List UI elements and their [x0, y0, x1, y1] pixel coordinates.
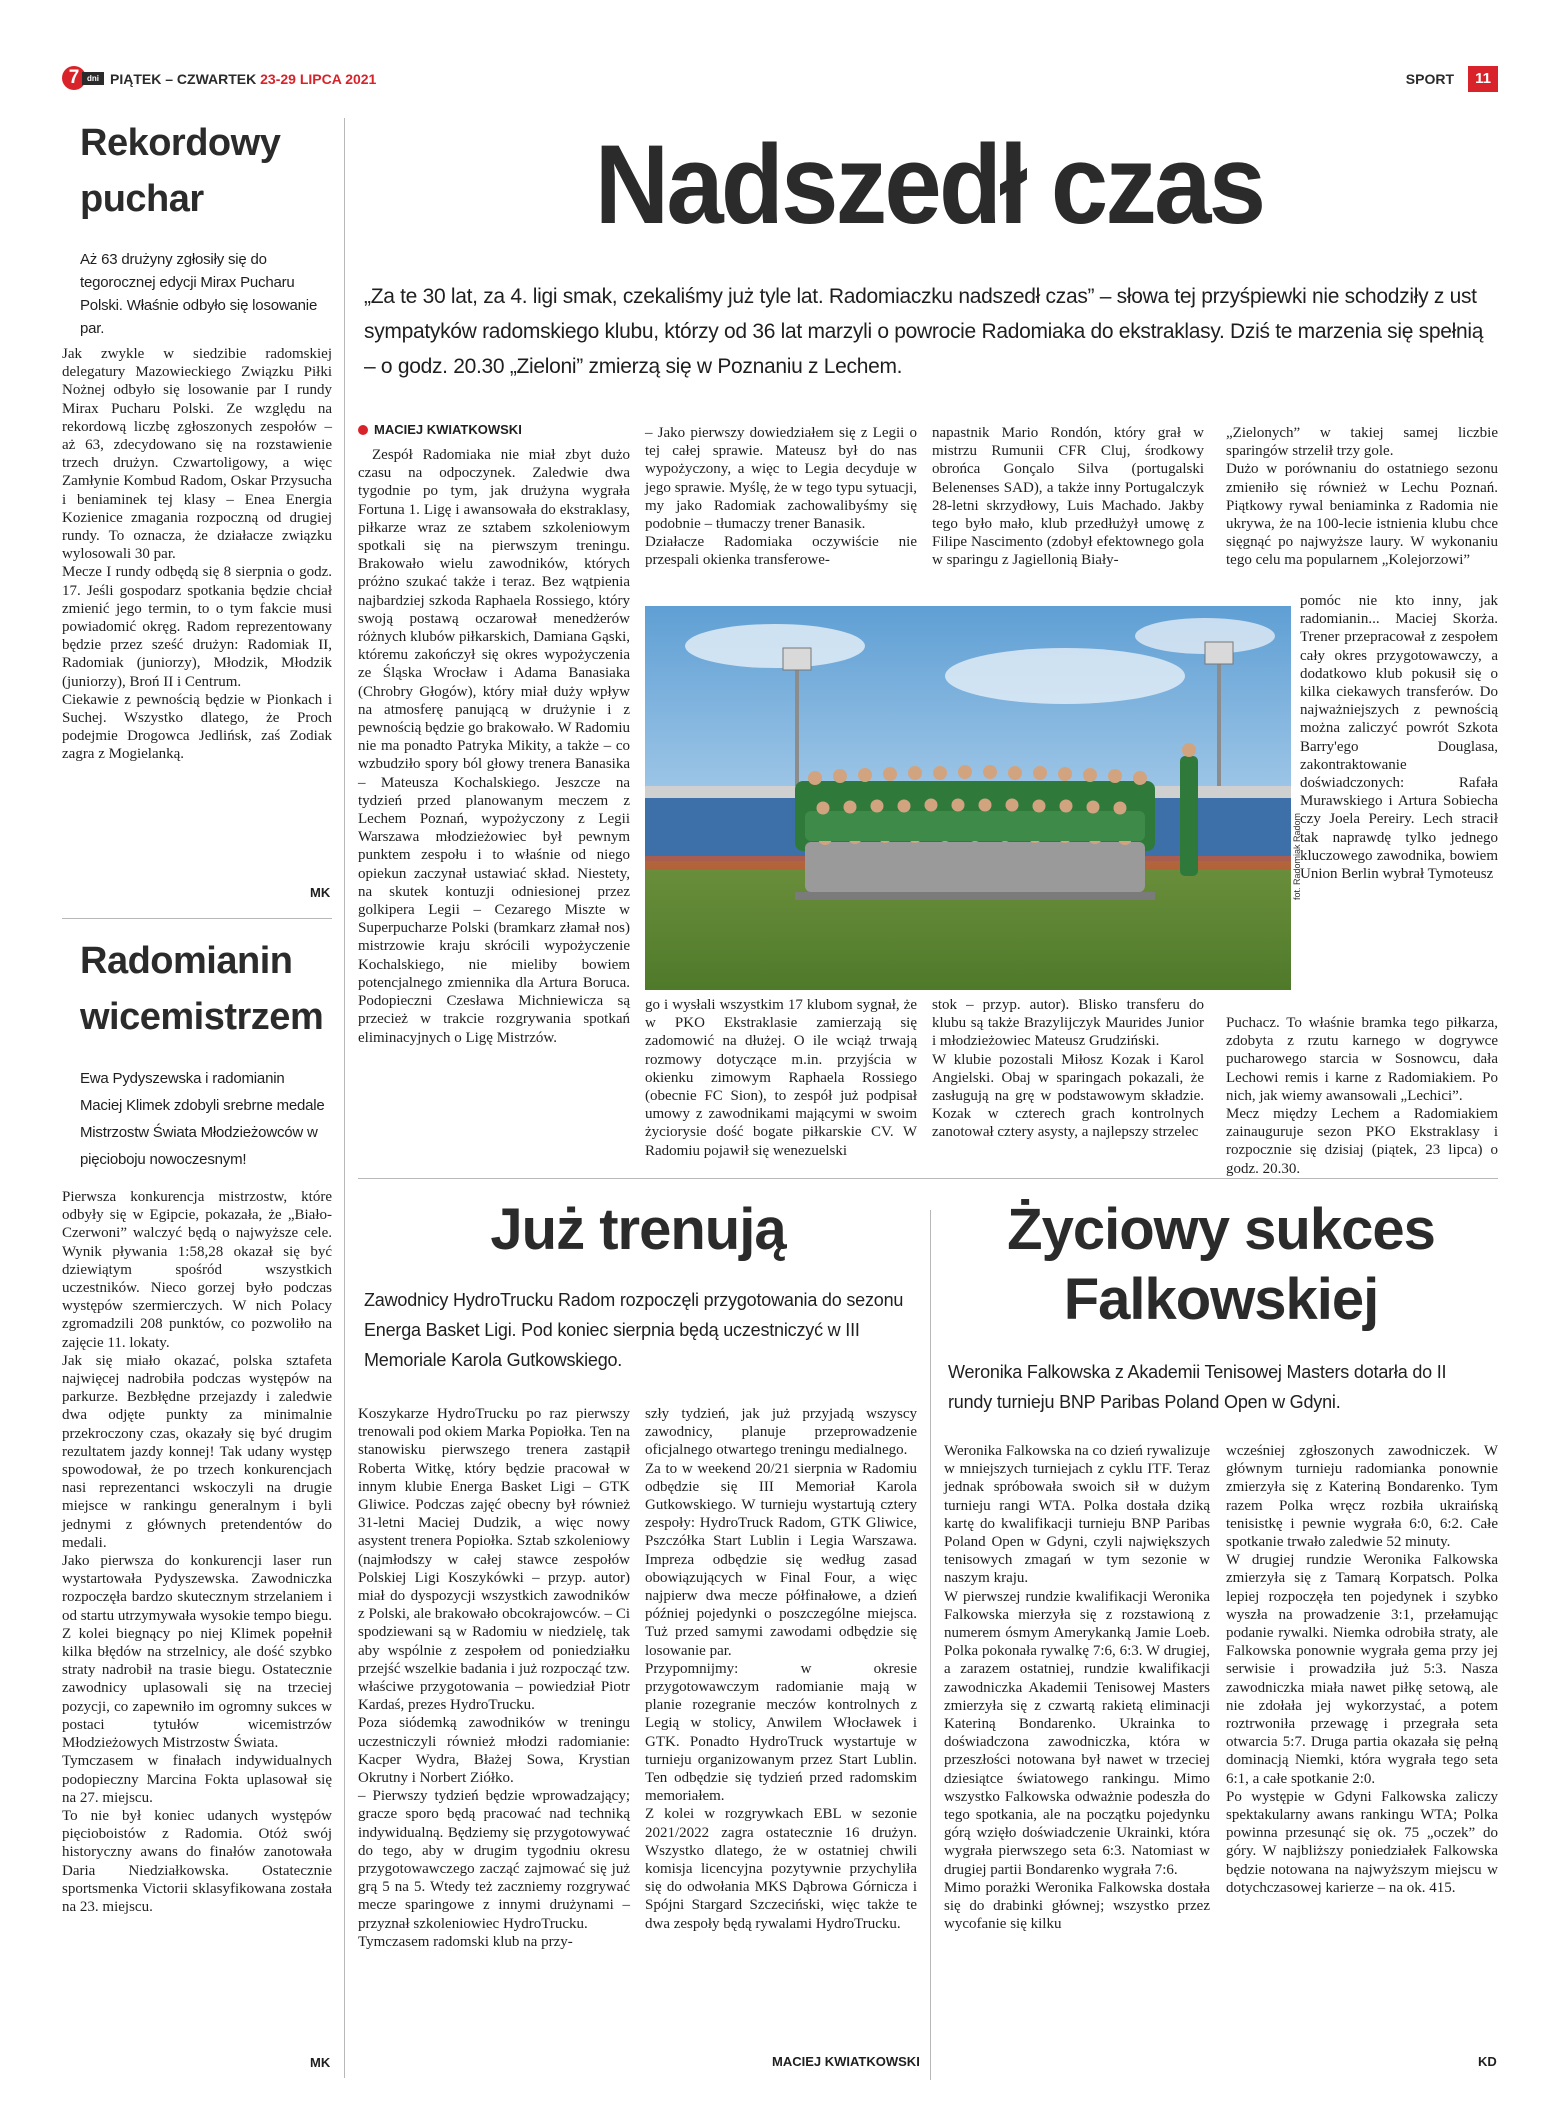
main-col3-bottom: [932, 996, 1204, 1168]
sidebar2-signature: MK: [310, 2055, 331, 2070]
article3-lead: Weronika Falkowska z Akademii Tenisowej Masters dotarła do II rundy turnieju BNP Paribas Poland Open w Gdyni.: [948, 1362, 1447, 1412]
article3-col2-text: wcześniej zgłoszonych zawodniczek. W głównym turnieju radomianka ponownie zmierzyła się z Kateriną Bondarenko. Tym razem Polka wręcz rozbiła ukraińską tenisistkę i pewnie wygrała 6:0, 6:2. Całe spotkanie trwało zaledwie 52 minuty. W drugiej rundzie Weronika Falkowska zmierzyła się z Tamarą Korpatsch. Polka lepiej rozpoczęła ten pojedynek i szybko wyszła na prowadzenie 3:1, przełamując podanie rywalki. Niemka odrobiła straty, ale Falkowska ponownie wygrała gema przy jej serwisie i prowadziła już 5:3. Nasza zawodniczka miała nawet piłkę setową, ale nie zdołała jej wykorzystać, a potem roztrwoniła przewagę i przegrała seta otwarcia 5:7. Druga partia okazała się pełną dominacją Niemki, która wygrała tego seta 6:1, a całe spotkanie 2:0. Po występie w Gdyni Falkowska zaliczy spektakularny awans rankingu WTA; Polka powinna przesunąć się ok. 75 „oczek” do góry. W najbliższy poniedziałek Falkowska będzie notowana na najwyższym miejscu w dotychczasowej karierze – na ok. 415.: [1226, 1443, 1498, 1896]
main-col3-top: [932, 424, 1204, 596]
issue-date-range: 23-29 LIPCA 2021: [260, 71, 377, 87]
article3-headline: [944, 1195, 1498, 1335]
article2-article3-divider: [930, 1210, 931, 2080]
article2-col2: [645, 1405, 917, 2031]
sidebar2-body: [62, 1188, 332, 2046]
main-col2-bottom-text: go i wysłali wszystkim 17 klubom sygnał, że w PKO Ekstraklasie zamierzają się zadomowić na dłużej. O ile wciąż trwają rozmowy dotyczące m.in. przyjścia w okienku zimowym Raphaela Rossiego (obecnie FC Sion), to zespół już podpisał umowy z zawodnikami mającymi w swoim życiorysie dość bogate piłkarskie CV. W Radomiu pojawił się wenezuelski: [645, 997, 917, 1159]
sidebar2-body-text: Pierwsza konkurencja mistrzostw, które odbyły się w Egipcie, pokazała, że „Biało-Czerwoni” walczyć będą o najwyższe cele. Wynik pływania 1:58,28 okazał się być dziewiątym spośród wszystkich uczestników. Nieco gorzej było podczas występów szermierczych. W nich Polacy zgromadzili 208 punktów, co pozwoliło na zajęcie 11. lokaty. Jak się miało okazać, polska sztafeta najwięcej nadrobiła podczas występów na parkurze. Bezbłędne przejazdy i zaledwie dwa odjęte punkty za minimalnie przekroczony czas, okazały się być drugim rezultatem jazdy konnej! Tak udany występ spowodował, że po trzech konkurencjach nasi reprezentanci wskoczyli na drugie miejsce w rankingu generalnym i byli jednymi z głównych pretendentów do medali. Jako pierwsza do konkurencji laser run wystartowała Pydyszewska. Zawodniczka rozpoczęła bardzo skutecznym strzelaniem i od startu utrzymywała wysokie tempo biegu. Z kolei biegnący po niej Klimek popełnił kilka błędów na strzelnicy, ale dość szybko straty nadrobił na trasie biegu. Ostatecznie zawodnicy uplasowali się na trzeciej pozycji, co zapewniło im ogromny sukces w postaci tytułów wicemistrzów Młodzieżowych Mistrzostw Świata. Tymczasem w finałach indywidualnych podopieczny Marcina Fokta uplasował się na 27. miejscu. To nie był koniec udanych występów pięcioboistów z Radomia. Otóż swój historyczny awans do finałów zanotowała Daria Niedziałkowska. Ostatecznie sportsmenka Victorii sklasyfikowana została na 23. miejscu.: [62, 1189, 332, 1915]
sidebar2-lead: Ewa Pydyszewska i radomianin Maciej Klimek zdobyli srebrne medale Mistrzostw Świata Młodzieżowców w pięcioboju nowoczesnym!: [80, 1070, 325, 1168]
sidebar1-title: Rekordowy puchar: [80, 122, 281, 220]
article2-signature: MACIEJ KWIATKOWSKI: [772, 2054, 920, 2069]
team-photo-image: [645, 606, 1291, 990]
main-col1: [358, 446, 630, 1168]
sidebar2-title: Radomianin wicemistrzem: [80, 940, 324, 1038]
main-author: [358, 422, 522, 438]
article2-col1: [358, 1405, 630, 2057]
main-col3-top-text: napastnik Mario Rondón, który grał w mistrzu Rumunii CFR Cluj, środkowy obrońca Gonçalo Silva (portugalski Belenenses SAD), a także inny Portugalczyk 28-letni skrzydłowy, Luis Machado. Jakby tego było mało, klub przedłużył umowę z Filipe Nascimento (zdobył efektownego gola w sparingu z Jagiellonią Biały-: [932, 425, 1204, 569]
main-col3-bottom-text: stok – przyp. autor). Blisko transferu do klubu są także Brazylijczyk Maurides Junior i młodzieżowiec Mateusz Grudziński. W klubie pozostali Miłosz Kozak i Karol Angielski. Obaj w sparingach pokazali, że zasługują na grę w podstawowym składzie. Kozak w czterech grach kontrolnych zanotował cztery asysty, a najlepszy strzelec: [932, 997, 1204, 1141]
main-col4-wrap: [1300, 592, 1498, 1014]
article2-lead: Zawodnicy HydroTrucku Radom rozpoczęli przygotowania do sezonu Energa Basket Ligi. Pod koniec sierpnia będą uczestniczyć w III Memoriale Karola Gutkowskiego.: [364, 1290, 904, 1370]
main-col4-top-text: „Zielonych” w takiej samej liczbie sparingów strzelił trzy gole. Dużo w porównaniu do ostatniego sezonu zmieniło się również w Lechu Poznań. Piątkowy rywal beniaminka z Radomia nie ukrywa, że na 100-lecie istnienia klubu chce sięgnąć po najwyższe laury. W wykonaniu tego celu ma popularnem „Kolejorzowi”: [1226, 425, 1498, 569]
sidebar-divider: [344, 118, 345, 2078]
article2-col1-text: Koszykarze HydroTrucku po raz pierwszy trenowali pod okiem Marka Popiołka. Ten na stanowisku pierwszego trenera zastąpił Roberta Witkę, który będzie pracował w innym klubie Energa Basket Ligi – GTK Gliwice. Podczas zajęć obecny był również 31-letni Maciej Dudzik, a więc nowy asystent trenera Popiołka. Sztab szkoleniowy (najmłodszy w całej stawce zespołów Polskiej Ligi Koszykówki – przyp. autor) miał do dyspozycji wszystkich zawodników z Polski, ale brakowało obcokrajowców. – Ci spodziewani są w Radomiu w niedzielę, tak aby wspólnie z zespołem od poniedziałku przejść wszelkie badania i już rozpocząć tzw. właściwe przygotowania – powiedział Piotr Kardaś, prezes HydroTrucku. Poza siódemką zawodników w treningu uczestniczyli również młodzi radomianie: Kacper Wydra, Błażej Sowa, Krystian Okrutny i Norbert Ziółko. – Pierwszy tydzień będzie wprowadzający; gracze sporo będą pracować nad techniką indywidualną. Będziemy się przygotowywać do tego, aby w drugim tygodniu okresu przygotowawczego zacząć zajmować się już grą 5 na 5. Wtedy też zaczniemy rozgrywać mecze sparingowe z innymi drużynami – przyznał szkoleniowiec HydroTrucku. Tymczasem radomski klub na przy-: [358, 1406, 630, 1950]
issue-date-days: PIĄTEK – CZWARTEK: [110, 71, 257, 87]
article3-headline-line2: Falkowskiej: [1063, 1267, 1379, 1332]
logo-number: 7: [62, 66, 86, 90]
main-col4-bottom: [1226, 1014, 1498, 1177]
main-col4-bottom-text: Puchacz. To właśnie bramka tego piłkarza, zdobyta z rzutu karnego w dogrywce pucharowego starcia w Sosnowcu, dała Lechowi remis i karne z Radomiakiem. Po nich, jak wiemy awansowali „Lechici”. Mecz między Lechem a Radomiakiem zainauguruje sezon PKO Ekstraklasy i rozpocznie się dzisiaj (piątek, 23 lipca) o godz. 20.30.: [1226, 1015, 1498, 1177]
main-col2-top: [645, 424, 917, 596]
main-col4-top: [1226, 424, 1498, 614]
main-col2-top-text: – Jako pierwszy dowiedziałem się z Legii o tej całej sprawie. Mateusz był do nas wypożyczony, a więc to Legia decyduje w jego sprawie. Myślę, że w tego typu sytuacji, my jako Radomiak zachowalibyśmy się podobnie – tłumaczy trener Banasik. Działacze Radomiaka oczywiście nie przespali okienka transferowe-: [645, 425, 917, 569]
article2-headline: Już trenują: [490, 1197, 786, 1262]
main-col1-text: Zespół Radomiaka nie miał zbyt dużo czasu na odpoczynek. Zaledwie dwa tygodnie po tym, jak drużyna wygrała Fortuna 1. Ligę i awansowała do ekstraklasy, piłkarze wraz ze sztabem szkoleniowym spotkali się na pierwszym treningu. Brakowało wielu zawodników, których próżno szukać także i teraz. Bez wątpienia najbardziej szkoda Raphaela Rossiego, który swoją postawą oczarował menedżerów różnych klubów piłkarskich, Damiana Gąski, któremu zakończył się okres wypożyczenia ze Śląska Wrocław i Adama Banasiaka (Chrobry Głogów), który miał duży wpływ na atmosferę panującą w drużynie i z pewnością będzie go brakowało. W Radomiu nie ma ponadto Patryka Mikity, a także – co wzbudziło spory ból głowy trenera Banasika – Mateusza Kochalskiego. Jeszcze na tydzień przed planowanym meczem z Lechem Poznań, wypożyczony z Legii Warszawa młodzieżowiec był pewnym punktem zespołu i to właśnie od niego opiekun zaczynał ustawiać skład. Niestety, na skutek kontuzji odniesionej przez golkipera Legii – Cezarego Miszte w Superpucharze Polski (bramkarz złamał nos) mistrzowie kraju skrócili wypożyczenie Kochalskiego, nie mieliby bowiem potencjalnego zmiennika dla Artura Boruca. Podopieczni Czesława Michniewicza są przecież w trakcie rozgrywania spotkań eliminacyjnych o Ligę Mistrzów.: [358, 447, 630, 1046]
newspaper-logo[interactable]: [62, 66, 110, 90]
main-col2-bottom: [645, 996, 917, 1168]
article3-col1: [944, 1442, 1210, 2058]
team-photo: [645, 606, 1291, 990]
sidebar1-lead: Aż 63 drużyny zgłosiły się do tegorocznej edycji Mirax Pucharu Polski. Właśnie odbyło się losowanie par.: [80, 251, 318, 337]
sidebar1-body: [62, 345, 332, 873]
photo-credit: fot. Radomiak Radom: [1292, 812, 1302, 900]
article3-col2: [1226, 1442, 1498, 2040]
page-number: 11: [1468, 66, 1498, 92]
main-headline: Nadszedł czas: [594, 122, 1264, 247]
main-lead: „Za te 30 lat, za 4. ligi smak, czekaliśmy już tyle lat. Radomiaczku nadszedł czas” – słowa tej przyśpiewki nie schodziły z ust sympatyków radomskiego klubu, którzy od 36 lat marzyli o powrocie Radomiaka do ekstraklasy. Dziś te marzenia się spełnią – o godz. 20.30 „Zieloni” zmierzą się w Poznaniu z Lechem.: [364, 285, 1484, 378]
main-col4-wrap-text: pomóc nie kto inny, jak radomianin... Maciej Skorża. Trener przepracował z zespołem cały okres przygotowawczy, a dodatkowo klub pokusił się o kilka ciekawych transferów. Do najważniejszych z pewnością można zaliczyć powrót Szkota Barry'ego Douglasa, zakontraktowanie doświadczonych: Rafała Murawskiego i Artura Sobiecha czy Joela Pereiry. Lech stracił tak naprawdę tylko jednego kluczowego zawodnika, bowiem Union Berlin wybrał Tymoteusz: [1300, 593, 1498, 883]
article3-headline-line1: Życiowy sukces: [1007, 1197, 1435, 1262]
issue-date: [110, 69, 376, 89]
author-bullet-icon: [358, 425, 368, 435]
sidebar1-body-text: Jak zwykle w siedzibie radomskiej delegatury Mazowieckiego Związku Piłki Nożnej odbyło się losowanie par I rundy Mirax Pucharu Polski. Ze względu na rekordową liczbę zgłoszonych zespołów – aż 63, zdecydowano się na rozstawienie trzech drużyn. Czwartoligowy, a więc Zamłynie Kombud Radom, Oskar Przysucha i beniaminek tej klasy – Enea Energia Kozienice zmagania rozpoczną od drugiej rundy. To oznacza, że działacze związku wylosowali 30 par. Mecze I rundy odbędą się 8 sierpnia o godz. 17. Jeśli gospodarz spotkania będzie chciał zmienić jego termin, to o tym fakcie musi powiadomić okręg. Radom reprezentowany będzie przez sześć drużyn: Radomiak II, Radomiak (juniorzy), Młodzik, Młodzik (juniorzy), Broń II i Centrum. Ciekawie z pewnością będzie w Pionkach i Suchej. Wszystko dlatego, że Proch podejmie Drogowca Jedlińsk, zaś Zodiak zagra z Mogielanką.: [62, 346, 332, 763]
sidebar-separator: [62, 918, 332, 919]
main-bottom-separator: [358, 1178, 1498, 1179]
page-header: [62, 66, 1498, 92]
article2-col2-text: szły tydzień, jak już przyjadą wszyscy zawodnicy, planuje przeprowadzenie oficjalnego otwartego treningu medialnego. Za to w weekend 20/21 sierpnia w Radomiu odbędzie się III Memoriał Karola Gutkowskiego. W turnieju wystartują cztery zespoły: HydroTruck Radom, GTK Gliwice, Pszczółka Start Lublin i Legia Warszawa. Impreza odbędzie się według zasad obowiązujących w Final Four, a więc najpierw dwa mecze półfinałowe, a dzień później pojedynki o poszczególne miejsca. Tuż przed samymi zawodami odbędzie się losowanie par. Przypomnijmy: w okresie przygotowawczym radomianie mają w planie rozegranie meczów kontrolnych z Legią w stolicy, Anwilem Włocławek i GTK. Ponadto HydroTruck wystartuje w turnieju organizowanym przez Start Lublin. Ten odbędzie się tydzień przed radomskim memoriałem. Z kolei w rozgrywkach EBL w sezonie 2021/2022 zagra ostatecznie 16 drużyn. Wszystko dlatego, że w ostatniej chwili komisja licencyjna pozytywnie przychyliła się do odwołania MKS Dąbrowa Górnicza i Spójni Stargard Szczeciński, więc także te dwa zespoły będą rywalami HydroTrucku.: [645, 1406, 917, 1932]
section-label: SPORT: [1405, 71, 1454, 87]
main-author-name: MACIEJ KWIATKOWSKI: [374, 422, 522, 437]
article3-col1-text: Weronika Falkowska na co dzień rywalizuje w mniejszych turniejach z cyklu ITF. Teraz jednak spróbowała swoich sił w dużym turnieju rangi WTA. Polka dostała dziką kartę do kwalifikacji turnieju BNP Paribas Poland Open w Gdyni, czyli największych tenisowych zmagań w tym sezonie w naszym kraju. W pierwszej rundzie kwalifikacji Weronika Falkowska mierzyła się z rozstawioną z numerem ósmym Amerykanką Jamie Loeb. Polka pokonała rywalkę 7:6, 6:3. W drugiej, a zarazem ostatniej, rundzie kwalifikacji zawodniczka Akademii Tenisowej Masters zmierzyła się z czwartą rakietą eliminacji Kateriną Bondarenko. Ukrainka to doświadczona zawodniczka, która w przeszłości notowana był nawet w trzeciej dziesiątce światowego rankingu. Mimo wszystko Falkowska odważnie podeszła do tego spotkania, ale na początku pojedynku górą wzięło doświadczenie Ukrainki, która wygrała pierwszego seta 6:3. Natomiast w drugiej partii Bondarenko wygrała 7:6. Mimo porażki Weronika Falkowska dostała się do drabinki głównej; wszystko przez wycofanie się kilku: [944, 1443, 1210, 1933]
article3-signature: KD: [1478, 2054, 1497, 2069]
logo-badge: dni: [82, 72, 104, 85]
sidebar1-signature: MK: [310, 885, 331, 900]
